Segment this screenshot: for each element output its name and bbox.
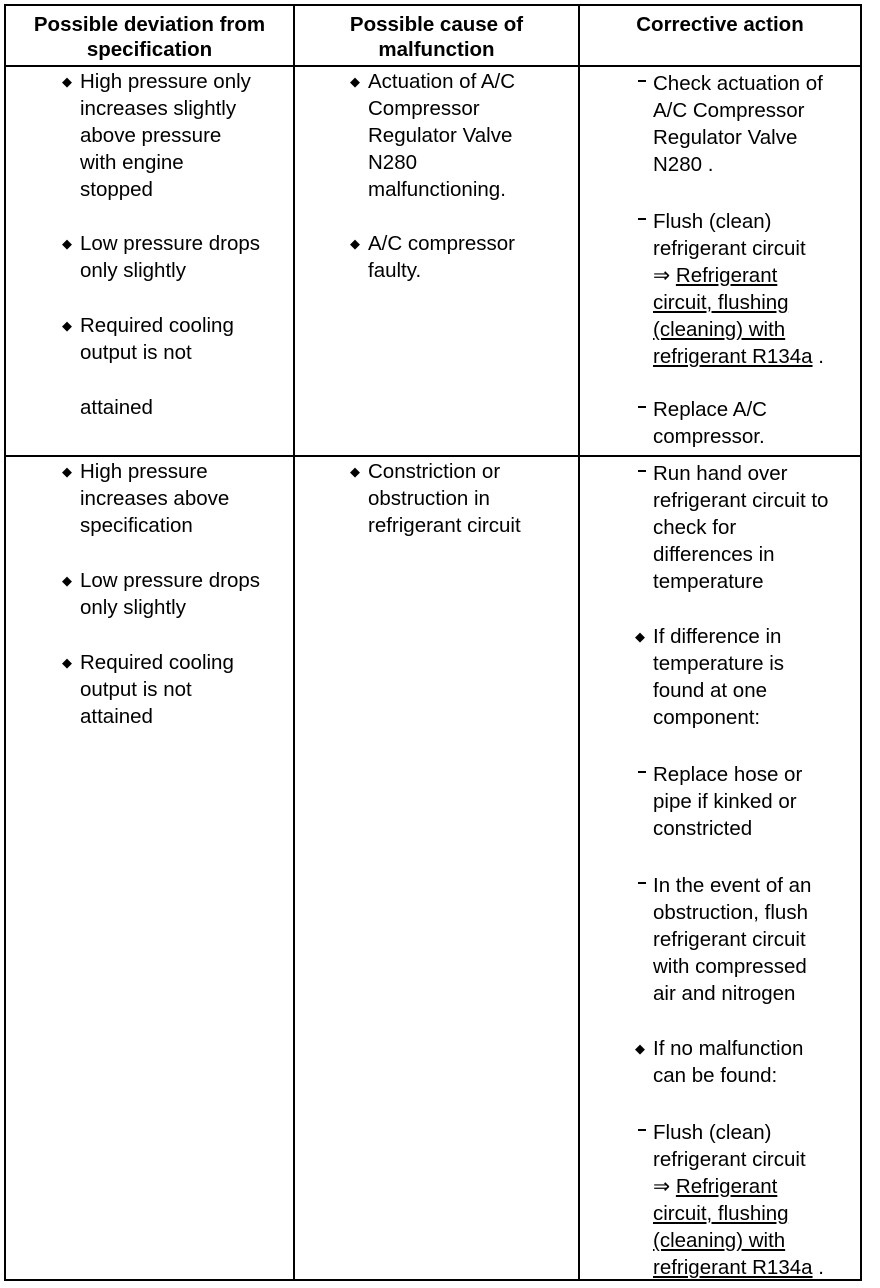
header-deviation	[6, 12, 293, 62]
bullet-icon: ◆	[62, 74, 72, 89]
header-cause	[295, 12, 578, 62]
bullet-icon: ◆	[350, 464, 360, 479]
row2-deviation-3: Required cooling output is not attained	[80, 651, 234, 728]
dash-icon	[638, 771, 646, 773]
row1-deviation-3: Required cooling output is not	[80, 314, 234, 364]
header-cause-line: Possible cause of	[349, 13, 524, 36]
row2-action-1: Run hand over refrigerant circuit to check for differences in temperature	[653, 462, 829, 593]
row2-action-2: If difference in temperature is found at one component:	[653, 625, 785, 729]
dash-icon	[638, 218, 646, 220]
refrigerant-circuit-link[interactable]: refrigerant R134a	[653, 1256, 813, 1279]
row2-deviation-2: Low pressure drops only slightly	[80, 569, 261, 619]
header-cause-line: malfunction	[378, 38, 495, 61]
refrigerant-circuit-link[interactable]: refrigerant R134a	[653, 345, 813, 368]
bullet-icon: ◆	[62, 236, 72, 251]
refrigerant-circuit-link[interactable]: circuit, flushing	[653, 1202, 789, 1225]
row2-deviation-1: High pressure increases above specification	[80, 460, 230, 537]
row1-cause-2: A/C compressor faulty.	[368, 232, 515, 282]
dash-icon	[638, 882, 646, 884]
header-action-line: Corrective action	[636, 13, 804, 36]
row2-action-6: Flush (clean) refrigerant circuit ⇒ Refrigerant circuit, flushing (cleaning) with refrigerant R134a .	[653, 1121, 824, 1279]
header-action	[580, 12, 860, 37]
row-divider	[6, 455, 860, 457]
bullet-icon: ◆	[62, 573, 72, 588]
header-deviation-line: Possible deviation from	[33, 13, 266, 36]
row2-action-4: In the event of an obstruction, flush refrigerant circuit with compressed air and nitrogen	[653, 874, 812, 1005]
refrigerant-circuit-link[interactable]: Refrigerant	[675, 1175, 778, 1198]
bullet-icon: ◆	[62, 318, 72, 333]
dash-icon	[638, 406, 646, 408]
bullet-icon: ◆	[350, 74, 360, 89]
bullet-icon: ◆	[62, 464, 72, 479]
bullet-icon: ◆	[635, 1041, 645, 1056]
row1-action-3: Replace A/C compressor.	[653, 398, 767, 448]
refrigerant-circuit-link[interactable]: Refrigerant	[675, 264, 778, 287]
header-divider	[6, 65, 860, 67]
row1-action-1: Check actuation of A/C Compressor Regulator Valve N280 .	[653, 72, 823, 176]
column-divider	[578, 6, 580, 1279]
bullet-icon: ◆	[350, 236, 360, 251]
arrow-icon: ⇒	[653, 1175, 671, 1198]
header-deviation-line: specification	[86, 38, 213, 61]
row1-deviation-3-tail: attained	[80, 396, 153, 419]
row2-action-3: Replace hose or pipe if kinked or constricted	[653, 763, 803, 840]
bullet-icon: ◆	[635, 629, 645, 644]
refrigerant-circuit-link[interactable]: (cleaning) with	[653, 318, 786, 341]
refrigerant-circuit-link[interactable]: (cleaning) with	[653, 1229, 786, 1252]
column-divider	[293, 6, 295, 1279]
row1-cause-1: Actuation of A/C Compressor Regulator Valve N280 malfunctioning.	[368, 70, 516, 201]
row2-cause-1: Constriction or obstruction in refrigerant circuit	[368, 460, 521, 537]
diagnosis-table	[4, 4, 862, 1281]
dash-icon	[638, 1129, 646, 1131]
refrigerant-circuit-link[interactable]: circuit, flushing	[653, 291, 789, 314]
dash-icon	[638, 80, 646, 82]
bullet-icon: ◆	[62, 655, 72, 670]
row2-action-5: If no malfunction can be found:	[653, 1037, 804, 1087]
row1-action-2: Flush (clean) refrigerant circuit ⇒ Refrigerant circuit, flushing (cleaning) with refrigerant R134a .	[653, 210, 824, 368]
dash-icon	[638, 470, 646, 472]
arrow-icon: ⇒	[653, 264, 671, 287]
row1-deviation-2: Low pressure drops only slightly	[80, 232, 261, 282]
row1-deviation-1: High pressure only increases slightly above pressure with engine stopped	[80, 70, 251, 201]
